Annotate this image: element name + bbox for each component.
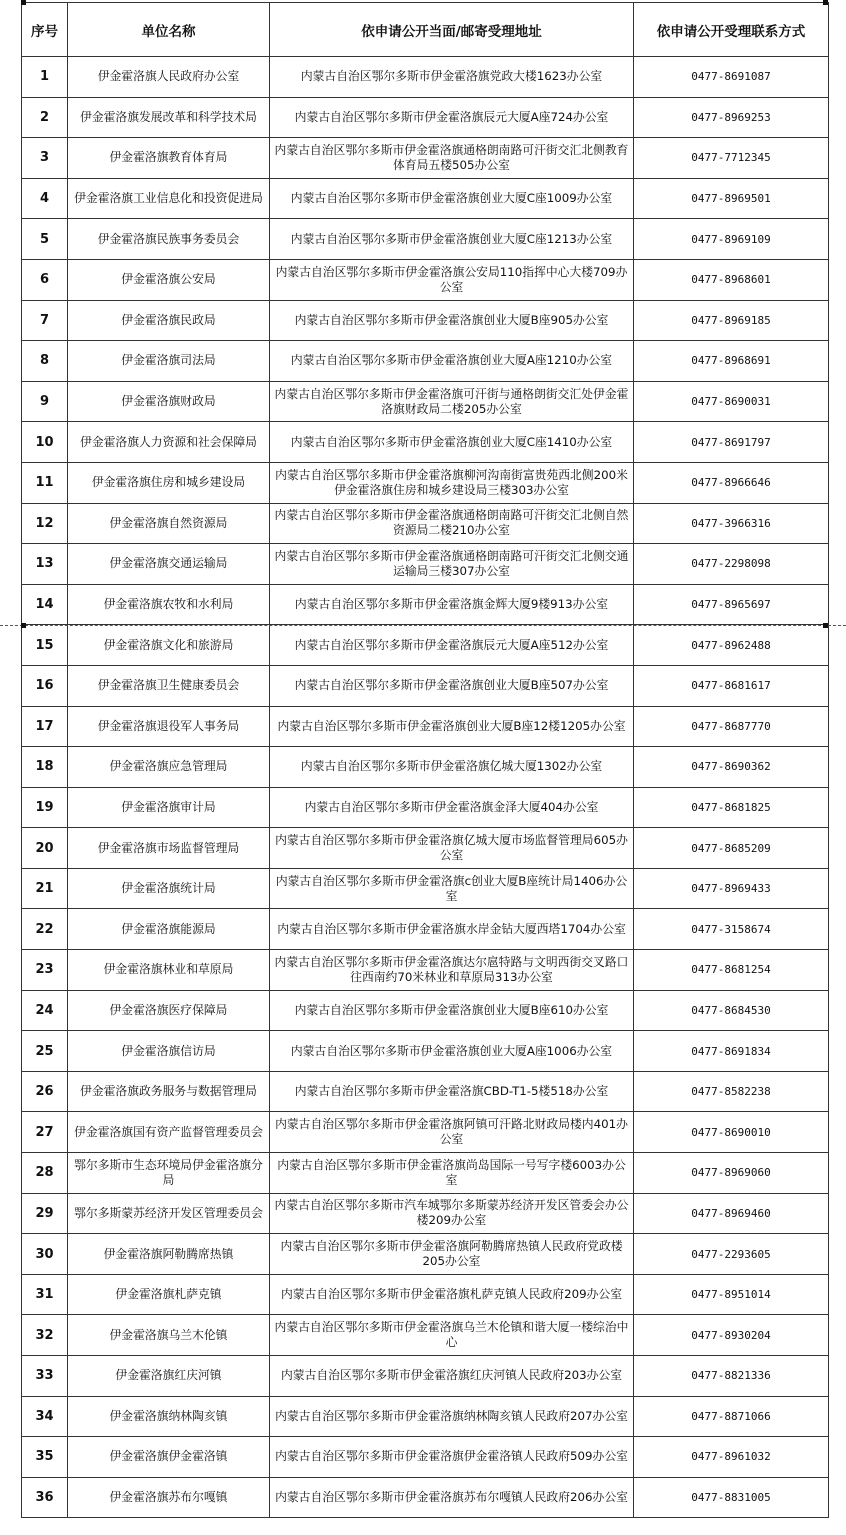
table-header-row (22, 3, 829, 57)
row-number: 24 (22, 990, 68, 1031)
row-number: 20 (22, 828, 68, 869)
phone-number: 0477-3966316 (634, 503, 829, 544)
phone-number: 0477-8690010 (634, 1112, 829, 1153)
table-row (22, 706, 829, 747)
address: 内蒙古自治区鄂尔多斯市伊金霍洛旗创业大厦A座1006办公室 (270, 1031, 634, 1072)
table-row (22, 990, 829, 1031)
table-row (22, 259, 829, 300)
phone-number: 0477-8969433 (634, 868, 829, 909)
phone-number: 0477-8690031 (634, 381, 829, 422)
row-number: 30 (22, 1234, 68, 1275)
table-row (22, 1193, 829, 1234)
row-number: 35 (22, 1437, 68, 1478)
phone-number: 0477-8684530 (634, 990, 829, 1031)
page-break-divider (0, 625, 846, 626)
row-number: 16 (22, 665, 68, 706)
address: 内蒙古自治区鄂尔多斯市伊金霍洛旗伊金霍洛镇人民政府509办公室 (270, 1437, 634, 1478)
address: 内蒙古自治区鄂尔多斯市伊金霍洛旗创业大厦C座1410办公室 (270, 422, 634, 463)
unit-name: 伊金霍洛旗文化和旅游局 (68, 625, 270, 666)
unit-name: 伊金霍洛旗苏布尔嘎镇 (68, 1477, 270, 1518)
phone-number: 0477-8969109 (634, 219, 829, 260)
unit-name: 伊金霍洛旗财政局 (68, 381, 270, 422)
unit-name: 伊金霍洛旗伊金霍洛镇 (68, 1437, 270, 1478)
address: 内蒙古自治区鄂尔多斯市伊金霍洛旗红庆河镇人民政府203办公室 (270, 1356, 634, 1397)
row-number: 14 (22, 584, 68, 625)
unit-name: 伊金霍洛旗人民政府办公室 (68, 57, 270, 98)
table-row (22, 97, 829, 138)
row-number: 11 (22, 462, 68, 503)
unit-name: 伊金霍洛旗退役军人事务局 (68, 706, 270, 747)
address: 内蒙古自治区鄂尔多斯市伊金霍洛旗创业大厦B座507办公室 (270, 665, 634, 706)
address: 内蒙古自治区鄂尔多斯市伊金霍洛旗阿镇可汗路北财政局楼内401办公室 (270, 1112, 634, 1153)
address: 内蒙古自治区鄂尔多斯市伊金霍洛旗通格朗南路可汗街交汇北侧交通运输局三楼307办公室 (270, 544, 634, 585)
row-number: 31 (22, 1274, 68, 1315)
table-row (22, 1112, 829, 1153)
phone-number: 0477-8691797 (634, 422, 829, 463)
phone-number: 0477-8871066 (634, 1396, 829, 1437)
row-number: 21 (22, 868, 68, 909)
phone-number: 0477-8821336 (634, 1356, 829, 1397)
row-number: 27 (22, 1112, 68, 1153)
unit-name: 伊金霍洛旗国有资产监督管理委员会 (68, 1112, 270, 1153)
unit-name: 伊金霍洛旗教育体育局 (68, 138, 270, 179)
unit-name: 伊金霍洛旗人力资源和社会保障局 (68, 422, 270, 463)
address: 内蒙古自治区鄂尔多斯市伊金霍洛旗亿城大厦1302办公室 (270, 747, 634, 788)
phone-number: 0477-8691087 (634, 57, 829, 98)
row-number: 1 (22, 57, 68, 98)
table-row (22, 462, 829, 503)
phone-number: 0477-3158674 (634, 909, 829, 950)
unit-name: 伊金霍洛旗信访局 (68, 1031, 270, 1072)
address: 内蒙古自治区鄂尔多斯市伊金霍洛旗水岸金钻大厦西塔1704办公室 (270, 909, 634, 950)
table-row (22, 909, 829, 950)
unit-name: 伊金霍洛旗政务服务与数据管理局 (68, 1071, 270, 1112)
phone-number: 0477-8968691 (634, 341, 829, 382)
row-number: 26 (22, 1071, 68, 1112)
phone-number: 0477-2293605 (634, 1234, 829, 1275)
phone-number: 0477-8962488 (634, 625, 829, 666)
unit-name: 伊金霍洛旗公安局 (68, 259, 270, 300)
address: 内蒙古自治区鄂尔多斯市伊金霍洛旗通格朗南路可汗街交汇北侧教育体育局五楼505办公室 (270, 138, 634, 179)
phone-number: 0477-8966646 (634, 462, 829, 503)
table-row (22, 544, 829, 585)
address: 内蒙古自治区鄂尔多斯市伊金霍洛旗创业大厦B座610办公室 (270, 990, 634, 1031)
row-number: 2 (22, 97, 68, 138)
address: 内蒙古自治区鄂尔多斯市伊金霍洛旗通格朗南路可汗街交汇北侧自然资源局二楼210办公室 (270, 503, 634, 544)
address: 内蒙古自治区鄂尔多斯市伊金霍洛旗创业大厦B座905办公室 (270, 300, 634, 341)
address: 内蒙古自治区鄂尔多斯市伊金霍洛旗札萨克镇人民政府209办公室 (270, 1274, 634, 1315)
row-number: 7 (22, 300, 68, 341)
row-number: 25 (22, 1031, 68, 1072)
phone-number: 0477-8969460 (634, 1193, 829, 1234)
address: 内蒙古自治区鄂尔多斯市伊金霍洛旗乌兰木伦镇和谐大厦一楼综治中心 (270, 1315, 634, 1356)
phone-number: 0477-7712345 (634, 138, 829, 179)
phone-number: 0477-8951014 (634, 1274, 829, 1315)
unit-name: 伊金霍洛旗交通运输局 (68, 544, 270, 585)
row-number: 10 (22, 422, 68, 463)
table-row (22, 1315, 829, 1356)
table-row (22, 868, 829, 909)
table-row (22, 219, 829, 260)
row-number: 34 (22, 1396, 68, 1437)
row-number: 19 (22, 787, 68, 828)
office-contact-table (21, 2, 829, 1518)
address: 内蒙古自治区鄂尔多斯市伊金霍洛旗可汗街与通格朗街交汇处伊金霍洛旗财政局二楼205办公室 (270, 381, 634, 422)
address: 内蒙古自治区鄂尔多斯市伊金霍洛旗尚岛国际一号写字楼6003办公室 (270, 1153, 634, 1194)
table-row (22, 1477, 829, 1518)
address: 内蒙古自治区鄂尔多斯市伊金霍洛旗创业大厦B座12楼1205办公室 (270, 706, 634, 747)
unit-name: 鄂尔多斯市生态环境局伊金霍洛旗分局 (68, 1153, 270, 1194)
phone-number: 0477-8969501 (634, 178, 829, 219)
unit-name: 伊金霍洛旗红庆河镇 (68, 1356, 270, 1397)
table-row (22, 828, 829, 869)
unit-name: 伊金霍洛旗纳林陶亥镇 (68, 1396, 270, 1437)
address: 内蒙古自治区鄂尔多斯市伊金霍洛旗辰元大厦A座724办公室 (270, 97, 634, 138)
unit-name: 伊金霍洛旗自然资源局 (68, 503, 270, 544)
address: 内蒙古自治区鄂尔多斯市伊金霍洛旗创业大厦C座1009办公室 (270, 178, 634, 219)
unit-name: 鄂尔多斯蒙苏经济开发区管理委员会 (68, 1193, 270, 1234)
row-number: 15 (22, 625, 68, 666)
row-number: 18 (22, 747, 68, 788)
table-row (22, 300, 829, 341)
address: 内蒙古自治区鄂尔多斯市伊金霍洛旗c创业大厦B座统计局1406办公室 (270, 868, 634, 909)
phone-number: 0477-8965697 (634, 584, 829, 625)
selection-handle (823, 623, 828, 628)
row-number: 12 (22, 503, 68, 544)
phone-number: 0477-8681825 (634, 787, 829, 828)
unit-name: 伊金霍洛旗住房和城乡建设局 (68, 462, 270, 503)
row-number: 32 (22, 1315, 68, 1356)
table-row (22, 57, 829, 98)
unit-name: 伊金霍洛旗审计局 (68, 787, 270, 828)
phone-number: 0477-8690362 (634, 747, 829, 788)
unit-name: 伊金霍洛旗工业信息化和投资促进局 (68, 178, 270, 219)
selection-handle (21, 0, 26, 5)
phone-number: 0477-8969185 (634, 300, 829, 341)
row-number: 13 (22, 544, 68, 585)
address: 内蒙古自治区鄂尔多斯市伊金霍洛旗苏布尔嘎镇人民政府206办公室 (270, 1477, 634, 1518)
table-row (22, 1274, 829, 1315)
table-row (22, 584, 829, 625)
row-number: 36 (22, 1477, 68, 1518)
phone-number: 0477-8930204 (634, 1315, 829, 1356)
header-seq: 序号 (22, 3, 68, 57)
unit-name: 伊金霍洛旗统计局 (68, 868, 270, 909)
table-row (22, 138, 829, 179)
address: 内蒙古自治区鄂尔多斯市伊金霍洛旗金辉大厦9楼913办公室 (270, 584, 634, 625)
address: 内蒙古自治区鄂尔多斯市伊金霍洛旗金泽大厦404办公室 (270, 787, 634, 828)
address: 内蒙古自治区鄂尔多斯市伊金霍洛旗创业大厦C座1213办公室 (270, 219, 634, 260)
unit-name: 伊金霍洛旗民族事务委员会 (68, 219, 270, 260)
table-row (22, 1071, 829, 1112)
row-number: 8 (22, 341, 68, 382)
unit-name: 伊金霍洛旗应急管理局 (68, 747, 270, 788)
unit-name: 伊金霍洛旗民政局 (68, 300, 270, 341)
phone-number: 0477-8831005 (634, 1477, 829, 1518)
header-contact: 依申请公开受理联系方式 (634, 3, 829, 57)
unit-name: 伊金霍洛旗市场监督管理局 (68, 828, 270, 869)
phone-number: 0477-8681617 (634, 665, 829, 706)
table-row (22, 381, 829, 422)
phone-number: 0477-8969253 (634, 97, 829, 138)
address: 内蒙古自治区鄂尔多斯市伊金霍洛旗达尔扈特路与文明西街交叉路口往西南约70米林业和草原局313办公室 (270, 950, 634, 991)
row-number: 5 (22, 219, 68, 260)
table-row (22, 1396, 829, 1437)
address: 内蒙古自治区鄂尔多斯市伊金霍洛旗辰元大厦A座512办公室 (270, 625, 634, 666)
address: 内蒙古自治区鄂尔多斯市伊金霍洛旗CBD-T1-5楼518办公室 (270, 1071, 634, 1112)
unit-name: 伊金霍洛旗札萨克镇 (68, 1274, 270, 1315)
row-number: 17 (22, 706, 68, 747)
unit-name: 伊金霍洛旗能源局 (68, 909, 270, 950)
phone-number: 0477-8687770 (634, 706, 829, 747)
unit-name: 伊金霍洛旗林业和草原局 (68, 950, 270, 991)
phone-number: 0477-8968601 (634, 259, 829, 300)
table-row (22, 341, 829, 382)
address: 内蒙古自治区鄂尔多斯市伊金霍洛旗创业大厦A座1210办公室 (270, 341, 634, 382)
unit-name: 伊金霍洛旗医疗保障局 (68, 990, 270, 1031)
phone-number: 0477-8685209 (634, 828, 829, 869)
row-number: 23 (22, 950, 68, 991)
address: 内蒙古自治区鄂尔多斯市伊金霍洛旗阿勒腾席热镇人民政府党政楼205办公室 (270, 1234, 634, 1275)
unit-name: 伊金霍洛旗司法局 (68, 341, 270, 382)
address: 内蒙古自治区鄂尔多斯市汽车城鄂尔多斯蒙苏经济开发区管委会办公楼209办公室 (270, 1193, 634, 1234)
table-row (22, 950, 829, 991)
row-number: 4 (22, 178, 68, 219)
row-number: 33 (22, 1356, 68, 1397)
address: 内蒙古自治区鄂尔多斯市伊金霍洛旗党政大楼1623办公室 (270, 57, 634, 98)
row-number: 6 (22, 259, 68, 300)
table-row (22, 787, 829, 828)
phone-number: 0477-8969060 (634, 1153, 829, 1194)
table-row (22, 625, 829, 666)
unit-name: 伊金霍洛旗农牧和水利局 (68, 584, 270, 625)
unit-name: 伊金霍洛旗阿勒腾席热镇 (68, 1234, 270, 1275)
row-number: 29 (22, 1193, 68, 1234)
table-row (22, 1153, 829, 1194)
address: 内蒙古自治区鄂尔多斯市伊金霍洛旗纳林陶亥镇人民政府207办公室 (270, 1396, 634, 1437)
row-number: 22 (22, 909, 68, 950)
unit-name: 伊金霍洛旗卫生健康委员会 (68, 665, 270, 706)
row-number: 9 (22, 381, 68, 422)
header-address: 依申请公开当面/邮寄受理地址 (270, 3, 634, 57)
phone-number: 0477-8961032 (634, 1437, 829, 1478)
header-unit-name: 单位名称 (68, 3, 270, 57)
table-row (22, 665, 829, 706)
address: 内蒙古自治区鄂尔多斯市伊金霍洛旗亿城大厦市场监督管理局605办公室 (270, 828, 634, 869)
row-number: 28 (22, 1153, 68, 1194)
phone-number: 0477-2298098 (634, 544, 829, 585)
table-row (22, 503, 829, 544)
phone-number: 0477-8691834 (634, 1031, 829, 1072)
table-row (22, 178, 829, 219)
table-row (22, 747, 829, 788)
row-number: 3 (22, 138, 68, 179)
table-row (22, 1234, 829, 1275)
table-row (22, 1031, 829, 1072)
table-body (22, 57, 829, 1518)
address: 内蒙古自治区鄂尔多斯市伊金霍洛旗公安局110指挥中心大楼709办公室 (270, 259, 634, 300)
table-row (22, 1437, 829, 1478)
table-row (22, 422, 829, 463)
phone-number: 0477-8681254 (634, 950, 829, 991)
selection-handle (21, 623, 26, 628)
selection-handle (823, 0, 828, 5)
address: 内蒙古自治区鄂尔多斯市伊金霍洛旗柳河沟南街富贵苑西北侧200米伊金霍洛旗住房和城乡建设局三楼303办公室 (270, 462, 634, 503)
table-row (22, 1356, 829, 1397)
unit-name: 伊金霍洛旗乌兰木伦镇 (68, 1315, 270, 1356)
phone-number: 0477-8582238 (634, 1071, 829, 1112)
unit-name: 伊金霍洛旗发展改革和科学技术局 (68, 97, 270, 138)
